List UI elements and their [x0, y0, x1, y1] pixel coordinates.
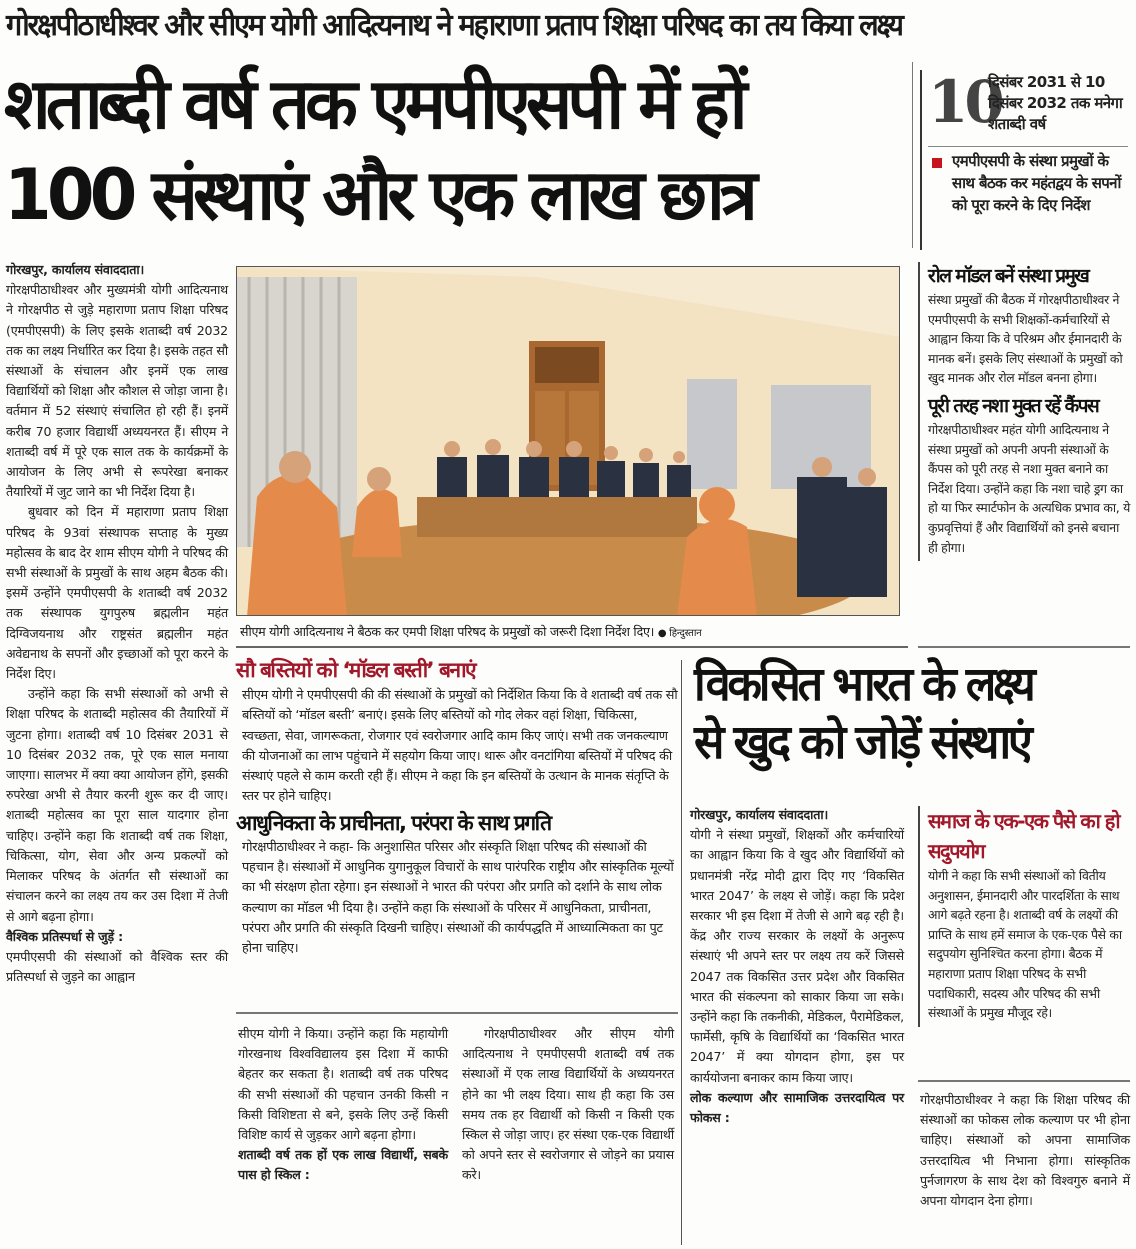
divider — [912, 62, 913, 248]
divider — [236, 1012, 678, 1014]
main-headline-line2: 100 संस्थाएं और एक लाख छात्र — [4, 154, 753, 236]
divider — [918, 1080, 1130, 1082]
divider — [236, 646, 908, 648]
paragraph: उन्होंने कहा कि सभी संस्थाओं को अभी से शिक्षा परिषद के शताब्दी महोत्सव की तैयारियों में जुटना होगा। शताब्दी वर्ष 10 दिसंबर 2031 से 10 दिसंबर 2032 तक, पूरे एक साल मनाया जाएगा। सालभर में क्या क्या आयोजन होंगे, इसकी रुपरेखा अभी से तैयार करनी शुरू कर दी जाए। शताब्दी महोत्सव का पूरा साल यादगार होना चाहिए। उन्होंने कहा कि शताब्दी वर्ष तक शिक्षा, चिकित्सा, योग, सेवा और अन्य प्रकल्पों को मिलाकर परिषद के अंतर्गत सौ संस्थाओं का संचालन करने का लक्ष्य तय कर उस दिशा में तेजी से आगे बढ़ना होगा। — [6, 686, 228, 924]
sidebar-heading: रोल मॉडल बनें संस्था प्रमुख — [928, 265, 1089, 287]
bullet-square-icon — [932, 158, 942, 168]
paragraph: योगी ने संस्था प्रमुखों, शिक्षकों और कर्मचारियों का आह्वान किया कि वे खुद और विद्यार्थियों को प्रधानमंत्री नरेंद्र मोदी द्वारा दिए गए ‘विकसित भारत 2047’ के लक्ष्य से जोड़ें। कहा कि प्रदेश सरकार भी इस दिशा में तेजी से आगे बढ़ रही है। केंद्र और राज्य सरकार के लक्ष्यों के अनुरूप संस्थाएं भी अपने स्तर पर लक्ष्य तय करें जिससे 2047 तक विकसित उत्तर प्रदेश और विकसित भारत की संकल्पना को साकार किया जा सके। उन्होंने कहा कि तकनीकी, मेडिकल, पैरामेडिकल, फार्मेसी, कृषि के विद्यार्थियों का ‘विकसित भारत 2047’ में क्या योगदान होगा, इस पर कार्ययोजना बनाकर काम किया जाए। — [690, 827, 904, 1085]
paragraph: योगी ने कहा कि सभी संस्थाओं को वितीय अनुशासन, ईमानदारी और पारदर्शिता के साथ आगे बढ़ते रहना है। शताब्दी वर्ष के लक्ष्यों की प्राप्ति के साथ हमें समाज के एक-एक पैसे का सदुपयोग सुनिश्चित करना होगा। बैठक में महाराणा प्रताप शिक्षा परिषद के सभी पदाधिकारी, सदस्य और परिषद की सभी संस्थाओं के प्रमुख मौजूद रहे। — [928, 868, 1122, 1021]
highlight-heading: समाज के एक-एक पैसे का हो सदुपयोग — [928, 809, 1120, 863]
inline-subhead: लोक कल्याण और सामाजिक उत्तरदायित्व पर फोकस : — [690, 1089, 904, 1126]
section-heading: सौ बस्तियों को ‘मॉडल बस्ती’ बनाएं — [236, 658, 476, 682]
story-tail-column — [920, 1090, 1130, 1211]
meeting-photo — [236, 266, 900, 616]
divider — [918, 646, 1130, 648]
paragraph: बुधवार को दिन में महाराणा प्रताप शिक्षा परिषद के 93वां संस्थापक सप्ताह के मुख्य महोत्सव के बाद देर शाम सीएम योगी ने परिषद की सभी संस्थाओं के प्रमुखों के साथ अहम बैठक की। इसमें उन्होंने एमपीएसपी के शताब्दी वर्ष 2032 तक संस्थापक युगपुरुष ब्रह्मलीन महंत दिग्विजयनाथ और राष्ट्रसंत ब्रह्मलीन महंत अवेद्यनाथ के सपनों और इच्छाओं को पूरा करने के निर्देश दिए। — [6, 504, 228, 682]
highlight-box — [918, 806, 1132, 1027]
paragraph: गोरक्षपीठाधीश्वर और मुख्यमंत्री योगी आदित्यनाथ ने गोरक्षपीठ से जुड़े महाराणा प्रताप शिक्षा परिषद (एमपीएसपी) के लिए इसके शताब्दी वर्ष 2032 तक का लक्ष्य निर्धारित कर दिया है। इसके तहत सौ संस्थाओं के संचालन और इनमें एक लाख विद्यार्थियों को शिक्षा और कौशल से जोड़ा जाना है। वर्तमान में 52 संस्थाएं संचालित हो रही हैं। इनमें करीब 70 हजार विद्यार्थी अध्ययनरत हैं। सीएम ने शताब्दी वर्ष में पूरे एक साल तक के कार्यक्रमों के आयोजन के लिए अभी से रूपरेखा बनाकर तैयारियों में जुट जाने का भी निर्देश दिया है। — [6, 282, 228, 500]
bullet-text: एमपीएसपी के संस्था प्रमुखों के साथ बैठक कर महंतद्वय के सपनों को पूरा करने के दिए निर्देश — [952, 152, 1121, 214]
big-number: 10 — [928, 68, 1001, 136]
middle-box — [236, 654, 680, 960]
main-headline-line1: शताब्दी वर्ष तक एमपीएसपी में हों — [4, 63, 743, 145]
paragraph: सीएम योगी ने किया। उन्होंने कहा कि महायोगी गोरखनाथ विश्वविद्यालय इस दिशा में काफी बेहतर कर सकता है। शताब्दी वर्ष तक परिषद की सभी संस्थाओं की पहचान उनकी किसी न किसी विशिष्टता से बने, इसके लिए उन्हें किसी विशिष्ट कार्य से जुड़कर आगे बढ़ना होगा। — [238, 1026, 448, 1143]
date-fact-box — [920, 70, 1132, 250]
photo-credit: ● हिन्दुस्तान — [657, 628, 702, 639]
left-column — [6, 260, 228, 987]
inline-subhead: वैश्विक प्रतिस्पर्धा से जुड़ें : — [6, 928, 123, 944]
inline-subhead: शताब्दी वर्ष तक हों एक लाख विद्यार्थी, सबके पास हो स्किल : — [238, 1147, 448, 1183]
divider — [681, 660, 682, 1245]
date-text: दिसंबर 2031 से 10 दिसंबर 2032 तक मनेगा शताब्दी वर्ष — [988, 73, 1123, 133]
story-headline — [694, 656, 1116, 772]
kicker-headline: गोरक्षपीठाधीश्वर और सीएम योगी आदित्यनाथ ने महाराणा प्रताप शिक्षा परिषद का तय किया लक्ष्य — [6, 8, 902, 43]
paragraph: एमपीएसपी की संस्थाओं को वैश्विक स्तर की प्रतिस्पर्धा से जुड़ने का आह्वान — [6, 948, 228, 985]
section-heading: आधुनिकता के प्राचीनता, परंपरा के साथ प्रगति — [236, 810, 551, 835]
caption-text: सीएम योगी आदित्यनाथ ने बैठक कर एमपी शिक्षा परिषद के प्रमुखों को जरूरी दिशा निर्देश दिए। — [240, 624, 655, 639]
byline: गोरखपुर, कार्यालय संवाददाता। — [6, 262, 145, 277]
photo-caption — [240, 622, 900, 644]
story-headline-line2: से खुद को जोड़ें संस्थाएं — [694, 715, 1030, 770]
sidebar-heading: पूरी तरह नशा मुक्त रहें कैंपस — [928, 394, 1099, 417]
bottom-column-2 — [462, 1024, 674, 1186]
paragraph: गोरक्षपीठाधीश्वर ने कहा- कि अनुशासित परिसर और संस्कृति शिक्षा परिषद की संस्थाओं की पहचान है। संस्थाओं में आधुनिक युगानुकूल विचारों के साथ पारंपरिक राष्ट्रीय और सांस्कृतिक मूल्यों का भी संरक्षण होता रहेगा। इन संस्थाओं ने भारत की परंपरा और प्रगति को दर्शाने के साथ लोक कल्याण का मॉडल भी दिया है। उन्होंने कहा कि संस्थाओं के परिसर में आधुनिकता, प्राचीनता, परंपरा और प्रगति की संस्कृति दिखनी चाहिए। संस्थाओं की कार्यपद्धति में आध्यात्मिकता का पुट होना चाहिए। — [242, 839, 674, 957]
paragraph: गोरक्षपीठाधीश्वर ने कहा कि शिक्षा परिषद की संस्थाओं का फोकस लोक कल्याण पर भी होना चाहिए। संस्थाओं को अपना सामाजिक उत्तरदायित्व भी निभाना होगा। सांस्कृतिक पुर्नजागरण के साथ देश को विश्वगुरु बनाने में अपना योगदान देना होगा। — [920, 1092, 1130, 1209]
paragraph: गोरक्षपीठाधीश्वर और सीएम योगी आदित्यनाथ ने एमपीएसपी शताब्दी वर्ष तक संस्थाओं में एक लाख विद्यार्थियों के अध्ययनरत होने का भी लक्ष्य दिया। साथ ही कहा कि उस समय तक हर विद्यार्थी को किसी न किसी एक स्किल से जोड़ा जाए। हर संस्था एक-एक विद्यार्थी को अपने स्तर से स्वरोजगार से जोड़ने का प्रयास करे। — [462, 1026, 674, 1183]
byline: गोरखपुर, कार्यालय संवाददाता। — [690, 807, 829, 822]
paragraph: संस्था प्रमुखों की बैठक में गोरक्षपीठाधीश्वर ने एमपीएसपी के सभी शिक्षकों-कर्मचारियों से आह्वान किया कि वे परिश्रम और ईमानदारी के मानक बनें। इसके लिए संस्थाओं के प्रमुखों को खुद मानक और रोल मॉडल बनना होगा। — [928, 292, 1123, 386]
story-headline-line1: विकसित भारत के लक्ष्य — [694, 657, 1033, 712]
paragraph: सीएम योगी ने एमपीएसपी की की संस्थाओं के प्रमुखों को निर्देशित किया कि वे शताब्दी वर्ष तक सौ बस्तियों को ‘मॉडल बस्ती’ बनाएं। इसके लिए बस्तियों को गोद लेकर वहां शिक्षा, चिकित्सा, स्वच्छता, सेवा, जागरूकता, रोजगार एवं स्वरोजगार आदि काम किए जाएं। सभी तक जनकल्याण की योजनाओं का लाभ पहुंचाने में सहयोग किया जाए। थारू और वनटांगिया बस्तियों में परिषद की संस्थाएं पहले से काम करती रही हैं। सीएम ने कहा कि इन बस्तियों के उत्थान के मानक संतृप्ति के स्तर पर होने चाहिए। — [242, 688, 678, 805]
bottom-column-1 — [238, 1024, 448, 1186]
right-sidebar — [918, 262, 1132, 561]
paragraph: गोरक्षपीठाधीश्वर महंत योगी आदित्यनाथ ने संस्था प्रमुखों को अपनी अपनी संस्थाओं के कैंपस को पूरी तरह से नशा मुक्त बनाने का निर्देश दिया। उन्होंने कहा कि नशा चाहे ड्रग का हो या फिर स्मार्टफोन के अत्यधिक प्रभाव का, ये कुप्रवृत्तियां हैं और विद्यार्थियों को इनसे बचाना ही होगा। — [928, 421, 1130, 555]
story-column — [690, 805, 904, 1128]
divider — [928, 146, 1128, 147]
